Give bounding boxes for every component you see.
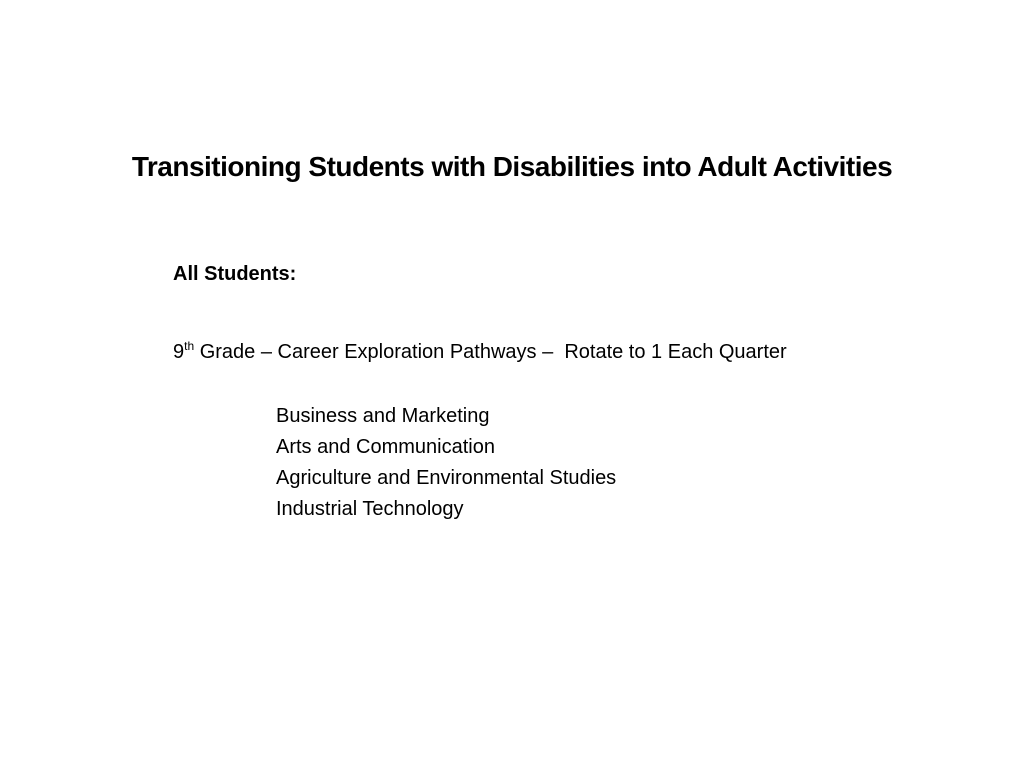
- grade-line: [173, 340, 787, 364]
- grade-superscript: th: [184, 339, 195, 353]
- slide-content: [173, 262, 973, 520]
- pathway-item: Arts and Communication: [276, 436, 495, 458]
- pathway-item: Industrial Technology: [276, 498, 464, 520]
- pathway-item: Agriculture and Environmental Studies: [276, 467, 617, 489]
- section-heading: All Students:: [173, 263, 297, 285]
- pathway-list: [276, 401, 616, 525]
- grade-number: 9: [173, 341, 185, 363]
- pathway-item: Business and Marketing: [276, 405, 490, 427]
- grade-text: Grade – Career Exploration Pathways – Rotate to 1 Each Quarter: [194, 341, 787, 363]
- slide-title: Transitioning Students with Disabilities into Adult Activities: [131, 151, 893, 182]
